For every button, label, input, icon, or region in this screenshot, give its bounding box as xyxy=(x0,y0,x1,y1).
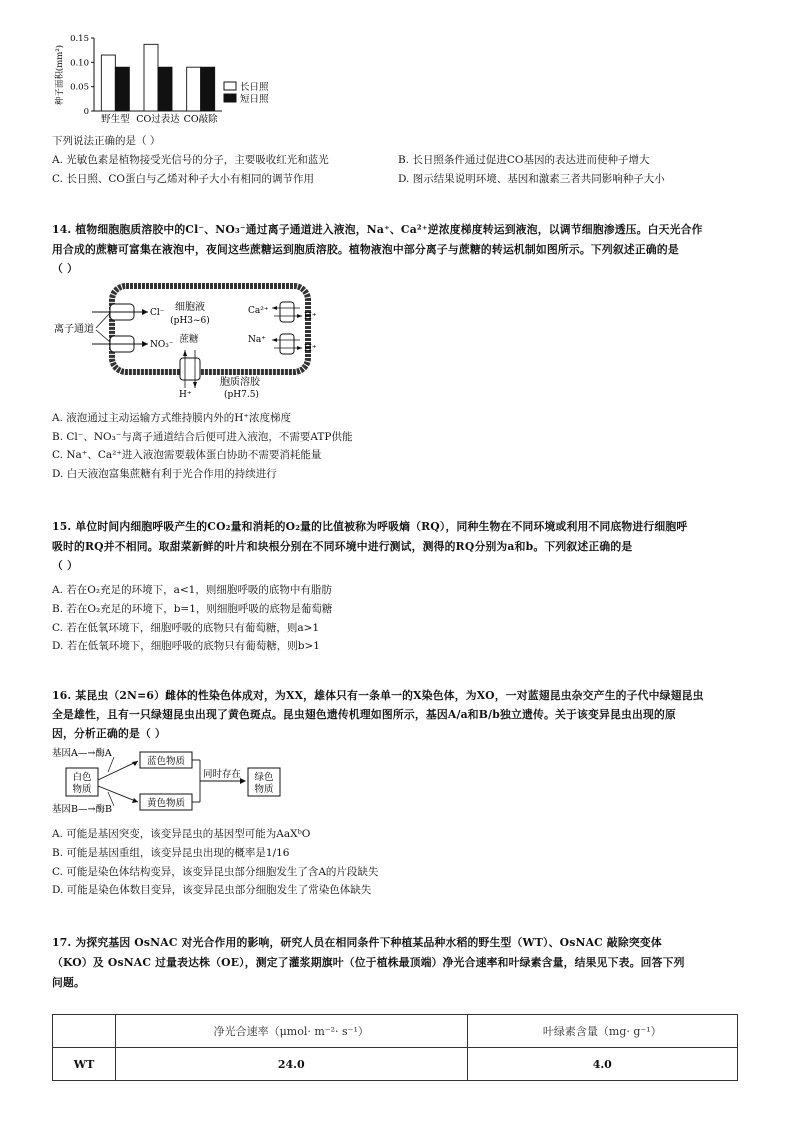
q16-stem-line3: 因，分析正确的是（ ） xyxy=(52,727,166,740)
row-value: 24.0 xyxy=(116,1048,468,1081)
q13-stem: 下列说法正确的是（ ） xyxy=(52,135,161,147)
legend-swatch xyxy=(224,94,236,102)
gene-a-enzyme-a: 基因A—→酶A xyxy=(52,748,112,759)
y-tick-label: 0.05 xyxy=(70,82,89,93)
svg-text:H⁺: H⁺ xyxy=(304,344,317,354)
legend-label: 长日照 xyxy=(240,82,269,93)
q14-option-d[interactable]: D. 白天液泡富集蔗糖有利于光合作用的持续进行 xyxy=(52,468,277,480)
svg-text:蔗糖: 蔗糖 xyxy=(179,334,199,345)
q16-option-d[interactable]: D. 可能是染色体数目变异，该变异昆虫部分细胞发生了常染色体缺失 xyxy=(52,884,372,896)
bar xyxy=(115,67,129,111)
q15-option-b[interactable]: B. 若在O₂充足的环境下，b=1，则细胞呼吸的底物是葡萄糖 xyxy=(52,603,333,615)
vacuole-membrane xyxy=(112,286,308,372)
svg-text:H⁺: H⁺ xyxy=(304,312,317,322)
x-category-label: 野生型 xyxy=(101,114,130,125)
seed-area-bar-chart xyxy=(52,30,292,126)
svg-text:NO₃⁻: NO₃⁻ xyxy=(150,340,174,350)
q15-stem-line1: 15. 单位时间内细胞呼吸产生的CO₂量和消耗的O₂量的比值被称为呼吸熵（RQ），同种生物在不同环境或利用不同底物进行细胞呼 xyxy=(52,520,688,533)
svg-text:Ca²⁺: Ca²⁺ xyxy=(248,306,269,316)
header-chlorophyll-content: 叶绿素含量（mg· g⁻¹） xyxy=(467,1015,737,1048)
q16-option-a[interactable]: A. 可能是基因突变，该变异昆虫的基因型可能为AaXᵇO xyxy=(52,828,311,840)
q15-stem-line2: 吸时的RQ并不相同。取甜菜新鲜的叶片和块根分别在不同环境中进行测试，测得的RQ分别为a和b。下列叙述正确的是 xyxy=(52,540,633,553)
sucrose-transporter-icon xyxy=(180,358,200,380)
svg-text:(pH7.5): (pH7.5) xyxy=(224,390,259,400)
y-axis-label: 种子面积(mm²) xyxy=(55,44,65,106)
q14-stem-line3: （ ） xyxy=(52,262,78,275)
svg-text:Cl⁻: Cl⁻ xyxy=(150,308,165,318)
q15-stem-line3: （ ） xyxy=(52,559,78,572)
row-value: 4.0 xyxy=(467,1048,737,1081)
svg-text:同时存在: 同时存在 xyxy=(202,769,242,780)
svg-text:(pH3~6): (pH3~6) xyxy=(170,316,210,326)
q14-stem-line1: 14. 植物细胞胞质溶胶中的Cl⁻、NO₃⁻通过离子通道进入液泡，Na⁺、Ca²⁺逆浓度梯度转运到液泡，以调节细胞渗透压。白天光合作 xyxy=(52,223,703,236)
q16-stem-line2: 全是雄性，且有一只绿翅昆虫出现了黄色斑点。昆虫翅色遗传机理如图所示，基因A/a和B/b独立遗传。关于该变异昆虫出现的原 xyxy=(52,708,676,721)
bar xyxy=(187,67,201,111)
bar xyxy=(201,67,215,111)
svg-text:白色: 白色 xyxy=(72,772,92,783)
header-net-photosynthetic-rate: 净光合速率（μmol· m⁻²· s⁻¹） xyxy=(116,1015,468,1048)
bar xyxy=(101,55,115,111)
results-table xyxy=(52,1014,738,1081)
gene-b-enzyme-b: 基因B—→酶B xyxy=(52,804,112,815)
q13-option-c[interactable]: C. 长日照、CO蛋白与乙烯对种子大小有相同的调节作用 xyxy=(52,173,314,185)
x-category-label: CO过表达 xyxy=(136,114,180,125)
q13-option-d[interactable]: D. 图示结果说明环境、基因和激素三者共同影响种子大小 xyxy=(398,173,665,185)
q17-stem-line3: 问题。 xyxy=(52,976,85,989)
legend-label: 短日照 xyxy=(240,94,269,105)
q16-option-c[interactable]: C. 可能是染色体结构变异，该变异昆虫部分细胞发生了含A的片段缺失 xyxy=(52,866,379,878)
antiporter-icon xyxy=(280,302,294,322)
q16-option-b[interactable]: B. 可能是基因重组，该变异昆虫出现的概率是1/16 xyxy=(52,847,290,859)
vacuole-transport-diagram xyxy=(52,280,322,400)
row-label: WT xyxy=(53,1048,116,1081)
q13-option-b[interactable]: B. 长日照条件通过促进CO基因的表达进而使种子增大 xyxy=(398,154,650,166)
bar xyxy=(144,44,158,111)
svg-text:H⁺: H⁺ xyxy=(179,390,192,400)
q14-option-b[interactable]: B. Cl⁻、NO₃⁻与离子通道结合后便可进入液泡，不需要ATP供能 xyxy=(52,431,353,443)
y-tick-label: 0.15 xyxy=(70,34,89,44)
q15-option-d[interactable]: D. 若在低氧环境下，细胞呼吸的底物只有葡萄糖，则b>1 xyxy=(52,640,320,652)
svg-text:胞质溶胶: 胞质溶胶 xyxy=(220,377,260,388)
x-category-label: CO敲除 xyxy=(183,114,218,125)
table-corner-cell xyxy=(53,1015,116,1048)
svg-text:Na⁺: Na⁺ xyxy=(248,335,266,345)
svg-text:物质: 物质 xyxy=(254,784,274,795)
svg-text:蓝色物质: 蓝色物质 xyxy=(146,756,186,767)
q15-option-c[interactable]: C. 若在低氧环境下，细胞呼吸的底物只有葡萄糖，则a>1 xyxy=(52,622,320,634)
q16-stem-line1: 16. 某昆虫（2N=6）雌体的性染色体成对，为XX，雄体只有一条单一的X染色体，为XO，一对蓝翅昆虫杂交产生的子代中绿翅昆虫 xyxy=(52,689,704,702)
y-tick-label: 0.10 xyxy=(70,58,89,69)
table-row xyxy=(53,1048,738,1081)
q13-option-a[interactable]: A. 光敏色素是植物接受光信号的分子，主要吸收红光和蓝光 xyxy=(52,154,329,166)
q14-stem-line2: 用合成的蔗糖可富集在液泡中，夜间这些蔗糖运到胞质溶胶。植物液泡中部分离子与蔗糖的转运机制如图所示。下列叙述正确的是 xyxy=(52,243,679,256)
wing-color-pathway-diagram xyxy=(52,744,292,820)
q14-option-c[interactable]: C. Na⁺、Ca²⁺进入液泡需要载体蛋白协助不需要消耗能量 xyxy=(52,449,322,461)
svg-text:细胞液: 细胞液 xyxy=(175,302,205,313)
ion-channel-label: 离子通道 xyxy=(54,324,94,335)
svg-text:物质: 物质 xyxy=(72,784,92,795)
q15-option-a[interactable]: A. 若在O₂充足的环境下，a<1，则细胞呼吸的底物中有脂肪 xyxy=(52,584,332,596)
q17-stem-line1: 17. 为探究基因 OsNAC 对光合作用的影响，研究人员在相同条件下种植某品种水稻的野生型（WT）、OsNAC 敲除突变体 xyxy=(52,936,662,949)
svg-text:黄色物质: 黄色物质 xyxy=(146,798,186,809)
legend-swatch xyxy=(224,82,236,90)
q14-option-a[interactable]: A. 液泡通过主动运输方式维持膜内外的H⁺浓度梯度 xyxy=(52,412,291,424)
y-tick-label: 0 xyxy=(83,107,89,117)
antiporter-icon xyxy=(280,334,294,354)
svg-text:绿色: 绿色 xyxy=(254,772,274,783)
q17-stem-line2: （KO）及 OsNAC 过量表达株（OE），测定了灌浆期旗叶（位于植株最顶端）净光合速率和叶绿素含量，结果见下表。回答下列 xyxy=(52,956,685,969)
bar xyxy=(158,67,172,111)
